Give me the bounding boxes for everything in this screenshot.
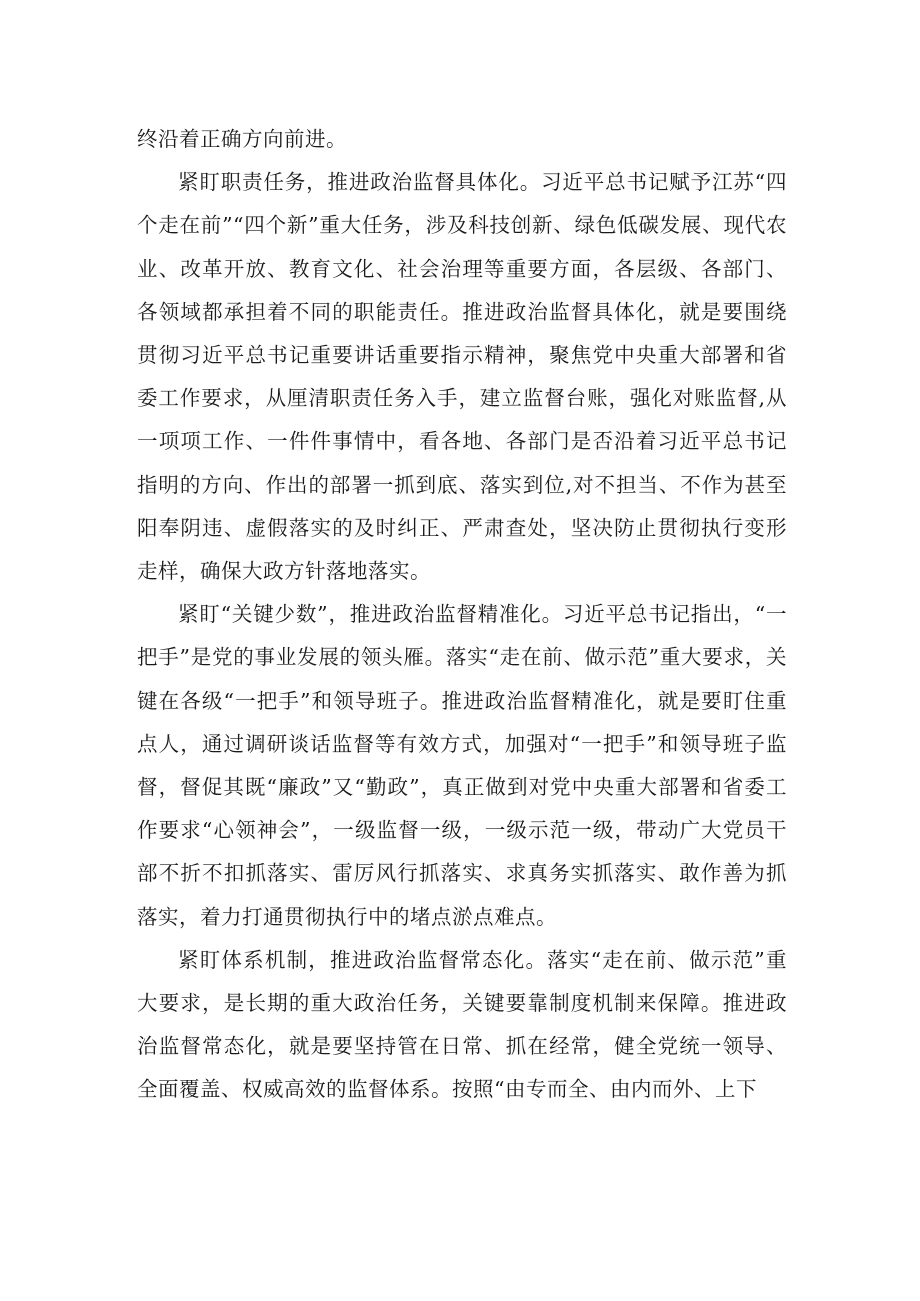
paragraph-system-mechanism: 紧盯体系机制，推进政治监督常态化。落实“走在前、做示范”重大要求，是长期的重大政治任务，关键要靠制度机制来保障。推进政治监督常态化，就是要坚持管在日常、抓在经常，健全党统一领导、全面覆盖、权威高效的监督体系。按照“由专而全、由内而外、上下 bbox=[137, 947, 787, 1102]
document-body bbox=[137, 118, 787, 1112]
paragraph-duty-tasks: 紧盯职责任务，推进政治监督具体化。习近平总书记赋予江苏“四个走在前”“四个新”重大任务，涉及科技创新、绿色低碳发展、现代农业、改革开放、教育文化、社会治理等重要方面，各层级、各部门、各领域都承担着不同的职能责任。推进政治监督具体化，就是要围绕贯彻习近平总书记重要讲话重要指示精神，聚焦党中央重大部署和省委工作要求，从厘清职责任务入手，建立监督台账，强化对账监督,从一项项工作、一件件事情中，看各地、各部门是否沿着习近平总书记指明的方向、作出的部署一抓到底、落实到位,对不担当、不作为甚至阳奉阴违、虚假落实的及时纠正、严肃查处，坚决防止贯彻执行变形走样，确保大政方针落地落实。 bbox=[137, 170, 787, 584]
paragraph-key-minority: 紧盯“关键少数”，推进政治监督精准化。习近平总书记指出，“一把手”是党的事业发展的领头雁。落实“走在前、做示范”重大要求，关键在各级“一把手”和领导班子。推进政治监督精准化，就是要盯住重点人，通过调研谈话监督等有效方式，加强对“一把手”和领导班子监督，督促其既“廉政”又“勤政”，真正做到对党中央重大部署和省委工作要求“心领神会”，一级监督一级，一级示范一级，带动广大党员干部不折不扣抓落实、雷厉风行抓落实、求真务实抓落实、敢作善为抓落实，着力打通贯彻执行中的堵点淤点难点。 bbox=[137, 602, 787, 929]
paragraph-continuation: 终沿着正确方向前进。 bbox=[137, 127, 347, 151]
